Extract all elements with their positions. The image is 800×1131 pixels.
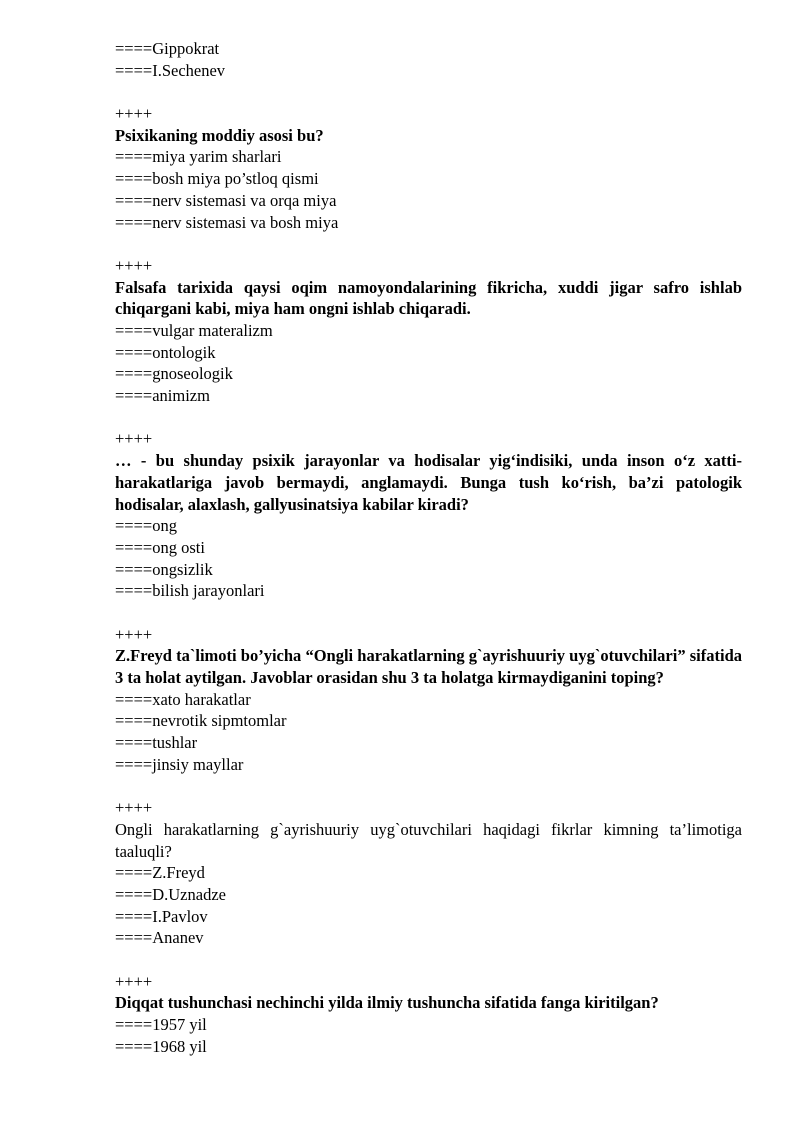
spacer [115,776,742,798]
answer-option: ====Z.Freyd [115,863,205,883]
answer-option: ====nerv sistemasi va orqa miya [115,190,337,210]
answer-option: ====1957 yil [115,1015,207,1035]
answer-option: ====jinsiy mayllar [115,754,244,774]
answer-option: ====tushlar [115,733,198,753]
answer-option: ====vulgar materalizm [115,320,273,340]
answer-option: ====nevrotik sipmtomlar [115,711,287,731]
question-marker: ++++ [115,624,153,644]
answer-option: ====I.Sechenev [115,60,226,80]
answer-option: ====ong [115,516,177,536]
question-block [115,255,742,429]
question-block [115,624,742,798]
answer-option: ====animizm [115,386,210,406]
answer-option: ====Ananev [115,928,204,948]
question-text: Z.Freyd ta`limoti bo’yicha “Ongli harakatlarning g`ayrishuuriy uyg`otuvchilari” sifatida 3 ta holat aytilgan. Javoblar orasidan shu 3 ta holatga kirmaydiganini toping? [115,646,742,688]
question-text: Psixikaning moddiy asosi bu? [115,125,324,145]
answer-option: ====bilish jarayonlari [115,581,265,601]
spacer [115,233,742,255]
answer-option: ====ong osti [115,537,205,557]
document-body [115,38,742,1057]
spacer [115,81,742,103]
question-text: Falsafa tarixida qaysi oqim namoyondalarining fikricha, xuddi jigar safro ishlab chiqargani kabi, miya ham ongni ishlab chiqaradi. [115,277,742,319]
question-text: Diqqat tushunchasi nechinchi yilda ilmiy tushuncha sifatida fanga kiritilgan? [115,993,659,1013]
answer-option: ====ongsizlik [115,559,213,579]
question-text: Ongli harakatlarning g`ayrishuuriy uyg`otuvchilari haqidagi fikrlar kimning ta’limotiga taaluqli? [115,819,742,861]
question-block [115,428,742,623]
answer-option: ====nerv sistemasi va bosh miya [115,212,339,232]
question-block [115,971,742,1058]
answer-option: ====gnoseologik [115,364,233,384]
question-marker: ++++ [115,104,153,124]
answer-option: ====ontologik [115,342,216,362]
answer-option: ====bosh miya po’stloq qismi [115,169,319,189]
answer-option: ====Gippokrat [115,39,220,58]
answer-option: ====xato harakatlar [115,689,251,709]
answer-option: ====1968 yil [115,1036,207,1056]
answer-option: ====I.Pavlov [115,906,208,926]
spacer [115,407,742,429]
question-block [115,797,742,971]
question-text: … - bu shunday psixik jarayonlar va hodisalar yig‘indisiki, unda inson o‘z xatti-harakatlariga javob bermaydi, anglamaydi. Bunga tush ko‘rish, ba’zi patologik hodisalar, alaxlash, gallyusinatsiya kabilar kiradi? [115,451,742,514]
question-marker: ++++ [115,971,153,991]
question-marker: ++++ [115,255,153,275]
question-marker: ++++ [115,429,153,449]
answer-option: ====D.Uznadze [115,884,226,904]
spacer [115,949,742,971]
question-block [115,103,742,255]
spacer [115,602,742,624]
question-marker: ++++ [115,798,153,818]
answer-option: ====miya yarim sharlari [115,147,282,167]
